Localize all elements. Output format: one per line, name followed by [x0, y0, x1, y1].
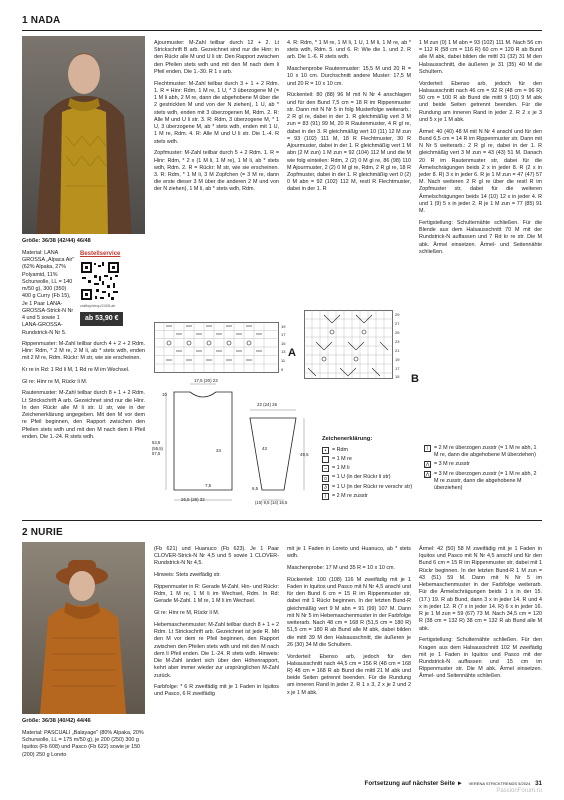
knitting-chart-b [304, 310, 409, 380]
garment-schematic [154, 378, 324, 512]
column-3-section-2 [287, 546, 411, 701]
column-1-section-1 [22, 238, 145, 446]
legend-k3tog-icon: ⋀ [425, 462, 430, 469]
page-number: 31 [535, 779, 542, 787]
legend-item: = 1 U (in der Rückr li str) [332, 474, 391, 481]
legend-left [322, 436, 422, 502]
text-1-glre: Gl re: Hinr re M, Rückr li M. [22, 378, 88, 385]
text-1-raute: Rautenmuster: M-Zahl teilbar durch 8 + 1 + 2 Rdm. Lt Strickschrift A arb. Gezeichnet sind nur die Hinr. In den Rückr alle M li str. U str, wie in der Zeichenerklärung angegeben. Mit den M vor dem re Pfeil beginnen, den Rapport zwischen den Pfeilen stets wdh und mit den M nach dem li Pfeil enden. Die 1.-24. R stets wdh. [22, 390, 145, 440]
column-1-section-2 [22, 718, 145, 763]
legend-knit-icon [322, 456, 329, 463]
chart-a-label: A [288, 347, 296, 359]
svg-text:13: 13 [281, 349, 286, 354]
legend-purl-icon: – [322, 465, 329, 472]
text-2-farbfolge: Farbfolge: * 6 R zweifädig mit je 1 Faden in Iquitos und Pasco, 6 R zweifädig [154, 684, 279, 698]
legend-ssk-icon: \ [424, 445, 431, 452]
text-3-maschenprobe-2: Maschenprobe: 17 M und 35 R = 10 x 10 cm. [287, 564, 396, 571]
schematic-label-bottom-h: 7,5 [205, 483, 212, 488]
text-2-hinweis: Hinweis: Stets zweifädig str. [154, 572, 221, 579]
column-4-section-2 [419, 546, 542, 685]
price-badge[interactable]: ab 53,90 € [80, 312, 123, 325]
material-text-1: Material: LANA GROSSA „Alpaca Air" (62% Alpaka, 27% Polyamid, 11% Schurwolle, LL = 140 m/50 g), 300 (350) 400 g Curry (Fb 15), Je 1 Paar LANA-GROSSA-Strick-N Nr 4 und 5 sowie 1 LANA-GROSSA-Rundstrick-N Nr 5. [22, 249, 75, 336]
svg-text:23: 23 [395, 339, 400, 344]
size-text-1: Größe: 36/38 (42/44) 46/48 [22, 238, 91, 244]
qr-caption: craftsy/shop/2405-air [80, 304, 116, 309]
legend-item: = 3 M re zusstr [434, 461, 470, 468]
section-title-1: 1 NADA [22, 15, 61, 26]
schematic-label-sleeve-top: 22 (24) 26 [257, 402, 278, 407]
material-text-2: Material: PASCUALI „Balayage" (80% Alpaka, 20% Schurwolle, LL = 175 m/50 g), je 200 (250) 300 g Iquitos (Fb 608) und Pasco (Fb 622) sowie je 150 (200) 250 g Loreto [22, 729, 144, 758]
schematic-label-sleeve-bottom-h: 6,5 [252, 486, 259, 491]
schematic-label-sleeve-h1: 49,5 [300, 452, 309, 457]
text-3-farbfolge-cont: mit je 1 Faden in Loreto und Huanuco, ab * stets wdh. [287, 546, 411, 560]
continue-text: Fortsetzung auf nächster Seite ► [364, 779, 463, 787]
text-2-material-cont: (Fb 621) und Huanuco (Fb 623). Je 1 Paar CLOVER-Strick-N Nr 4,5 und 5 sowie 1 CLOVER-Rundstrick-N Nr 4,5. [154, 546, 279, 567]
text-2-hebemaschen: Hebemaschenmuster: M-Zahl teilbar durch 8 + 1 + 2 Rdm. Lt Strickschrift arb. Gezeichnet ist jede R. Mit den M vor dem re Pfeil beginnen, den Rapport zwischen den Pfeilen stets wdh und mit den M nach dem li Pfeil enden. Die 1.-24. R stets wdh. Hinweis: Die M-Zahl ändert sich über den Höhenrapport, kehrt aber immer wieder zur ursprünglichen M-Zahl zurück. [154, 621, 279, 679]
text-2-zopf: Zopfmuster: M-Zahl teilbar durch 5 + 2 Rdm. 1. R = Hinr: Rdm, * 2 x (1 M li, 1 M re), 1 M li, ab * stets wdh, Rdm. 2. R = Rückr: M str, wie sie erscheinen. 3. R: Rdm, * 1 M li, 3 M Zopfchen (= 3 M re, dann die erste dieser 3 M über die anderen 2 M und von der N ziehen), 1 M li, ab * stets wdh, Rdm. [154, 150, 279, 193]
legend-item: = 3 M re überzogen zusstr (= 1 M re abh, 2 M re zusstr, dann die abgehobene M überziehen) [434, 470, 537, 492]
svg-text:21: 21 [395, 348, 400, 353]
svg-text:11: 11 [281, 358, 286, 363]
text-3-vorder-2: Vorderteil: Ebenso arb, jedoch für den Halsausschnitt nach 44,5 cm = 156 R (48 cm = 168 R) 48 cm = 168 R ab Bund die mittl 21 M abk und beide Seiten getrennt beenden. Für die Rundung am inneren Rand in jeder 2. R 1 x 3, 2 x je 2 und 2 x je 1 M abk. [287, 653, 411, 696]
section-title-2: 2 NURIE [22, 527, 63, 538]
legend-item: = 1 U (in der Rückr re verschr str) [332, 483, 413, 490]
legend-item: = Rdm [332, 446, 349, 453]
svg-text:19: 19 [395, 357, 400, 362]
text-3-maschenprobe: Maschenprobe Rautenmuster: 15,5 M und 20 R = 10 x 10 cm. Durchschnitt andere Muster: 17,5 M und 20 R = 10 x 10 cm. [287, 66, 411, 87]
svg-text:15: 15 [281, 341, 286, 346]
legend-sk2p-icon: ⋀ [425, 471, 430, 478]
bestellservice-link[interactable]: Bestellservice [80, 250, 121, 257]
model-photo-nada [22, 36, 145, 234]
svg-text:27: 27 [395, 321, 400, 326]
text-4-vorder: Vorderteil: Ebenso arb, jedoch für den Halsausschnitt nach 46 cm = 92 R (48 cm = 96 R) 50 cm = 100 R ab Bund die mittl 9 (10) 9 M abk und beide Seiten getrennt beenden. Für die Rundung am inneren Rand in jeder 2. R 2 x je 3 und 5 x je 1 M abk. [419, 80, 542, 123]
schematic-label-sleeve-bottom-w: (10) 9,5 (14) 16,5 [255, 500, 288, 505]
legend-item: = 2 M re zusstr [332, 492, 368, 499]
text-2-flecht: Flechtmuster: M-Zahl teilbar durch 3 + 1 + 2 Rdm. 1. R = Hinr: Rdm, 1 M re, 1 U, * 3 überzogene M (= 1 M li abh, 2 M re, dann die abgehobene M über die 2 gestrickten M und von der N ziehen), 1 U, ab * stets wdh, enden mit 3 überzogenen M, Rdm. 2. R: Alle M und U li str. 3. R: Rdm, 3 überzogene M, * 1 U, 3 überzogene M, ab * stets wdh, enden mit 1 U, 1 M re, Rdm. 4. R: Alle M und U li str. Die 1.-4. R stets wdh. [154, 80, 279, 145]
text-1-rippen: Rippenmuster: M-Zahl teilbar durch 4 + 2 + 2 Rdm. Hinr: Rdm, * 2 M re, 2 M li, ab * stets wdh, enden mit 2 M re, Rdm. Rückr: M str, wie sie erscheinen. [22, 340, 145, 362]
svg-text:9: 9 [281, 367, 284, 372]
legend-right [424, 445, 542, 494]
text-1-kr: Kr re in Rd: 1 Rd li M, 1 Rd re M im Wechsel. [22, 367, 130, 373]
legend-yo-twist-icon: ∂ [322, 484, 329, 491]
column-3-section-1 [287, 40, 411, 198]
svg-text:29: 29 [395, 312, 400, 317]
text-4-aermel: Ärmel: 40 (40) 48 M mit N Nr 4 anschl und für den Bund 6,5 cm = 14 R im Rippenmuster str. Dann mit N Nr 5 weiterarb.: 2 R gl re, dabei in der 1. R gleichmäßig vert 3 M zun = 43 (43) 51 M. Danach 20 R im Rautenmuster str, dabei für die Ärmelschrägungen beids 2 x in jeder 8. R (2 x in jeder 8. R) 3 x in jeder 6. R je 1 M zun = 47 (47) 57 M. Nach weiteren 2 R gl re über die restl R im Zopfmuster str, dabei für die weiteren Ärmelschrägungen beids 14 (10) 12 x in jeder 4. R und 1 (9) 5 x in jeder 2. R je 1 M zun = 77 (85) 91 M. [419, 128, 542, 215]
schematic-label-top: 17,5 (20) 23 [194, 378, 218, 383]
text-3-zopf-cont: 4. R: Rdm, * 1 M re, 1 M li, 1 U, 1 M li, 1 M re, ab * stets wdh, Rdm. 5. und 6. R: Wie die 1. und 2. R arb. Die 1.-6. R stets wdh. [287, 40, 411, 61]
svg-text:17: 17 [281, 332, 286, 337]
schematic-label-side-1: 10 [162, 392, 167, 397]
text-3-ruecken-2: Rückenteil: 100 (108) 116 M zweifädig mit je 1 Faden in Iquitos und Pasco mit N Nr 4,5 anschl und für den Bund 6 cm = 15 R im Rippenmuster str, dabei mit 1 Rückr beginnen. In der letzten Bund-R gleichmäßig vert 9 M abn = 91 (99) 107 M. Dann mit N Nr 5 im Hebemaschenmuster in der Farbfolge weiterarb. Nach 48 cm = 168 R (51,5 cm = 180 R) 51,5 cm = 180 R ab Bund alle M abk, dabei bilden die mittl 39 M den Halsausschnitt, die äußeren je 26 (30) 34 M die Schultern. [287, 576, 411, 648]
section-divider-top [22, 30, 542, 31]
size-text-2: Größe: 36/38 (40/42) 44/46 [22, 718, 91, 724]
svg-text:25: 25 [395, 330, 400, 335]
text-3-ruecken: Rückenteil: 80 (88) 96 M mit N Nr 4 anschlagen und für den Bund 7,5 cm = 18 R im Rippenmuster str. Dann mit N Nr 5 in folg Musterfolge weiterarb.: 2 R gl re, dabei in der 1. R gleichmäßig vert 3 M zun = 83 (91) 99 M, 20 R Rautenmuster, 4 R gl re, dabei in der 3. R gleichmäßig vert 10 (11) 12 M zun = 93 (102) 111 M, 18 R Flechtmuster, 30 R Ajourmuster, dabei in der 1. R gleichmäßig vert 1 M abn (2 M zun) 1 M zun = 92 (104) 112 M und die M wie folg einteilen: Rdm, 2 (2) 0 M gl re, 86 (98) 110 M Ajourmuster, 2 (2) 0 M gl re, Rdm, 2 R gl re, 18 R Zopfmuster, dabei in der 1. R gleichmäßig vert 0 (2) 0 M abn = 92 (102) 112 M, restl R Flechtmuster, dabei in der 1. R [287, 92, 411, 193]
text-2-rippen: Rippenmuster in R: Gerade M-Zahl. Hin- und Rückr: Rdm, 1 M re, 1 M li im Wechsel, Rdm. In Rd: Gerade M-Zahl. 1 M re, 1 M li im Wechsel. [154, 583, 279, 605]
schematic-label-side-2: 53,5 (55,5) 57,5 [152, 440, 163, 457]
schematic-label-bottom-w: 26,5 (28) 32 [181, 497, 205, 502]
section-divider-middle [22, 520, 542, 521]
legend-yo-icon: o [322, 475, 329, 482]
svg-text:17: 17 [395, 366, 400, 371]
legend-item: = 2 M re überzogen zusstr (= 1 M re abh, 1 M re, dann die abgehobene M überziehen) [434, 445, 537, 459]
column-2-section-1 [154, 40, 279, 198]
schematic-label-side-3: 34 [216, 448, 221, 453]
qr-code-icon[interactable] [80, 261, 120, 301]
text-2-glre: Gl re: Hinr re M, Rückr li M. [154, 610, 220, 617]
legend-item: = 1 M li [332, 465, 350, 472]
legend-rdm-icon: • [322, 447, 329, 454]
text-4-ruecken-cont: 1 M zun (0) 1 M abn = 93 (102) 111 M. Nach 56 cm = 112 R (58 cm = 116 R) 60 cm = 120 R ab Bund alle M abk, dabei bilden die mittl 31 (32) 31 M den Halsausschnitt, die äußeren je 31 (35) 40 M die Schultern. [419, 40, 542, 75]
knitting-chart-a [154, 322, 294, 374]
column-2-section-2 [154, 546, 279, 703]
text-4-aermel-2: Ärmel: 42 (50) 58 M zweifädig mit je 1 Faden in Iquitos und Pasco mit N Nr 4,5 anschl und für den Bund 6 cm = 15 R im Rippenmuster str, dabei mit 1 Rückr beginnen. In der letzten Bund-R 1 M zun = 43 (51) 59 M. Dann mit N Nr 5 im Hebemaschenmuster in der Farbfolge weiterarb. Für die Ärmelschrägungen beids 1 x in der 15. (17.) 19. R ab Bund, dann 3 x in jeder 14. R und 4 x in jeder 12. R (7 x in jeder 14. R) 6 x in jeder 16. R je 1 M zun = 59 (67) 73 M. Nach 34,5 cm = 120 R (38 cm = 132 R) 38 cm = 132 R ab Bund alle M abk. [419, 546, 542, 632]
model-photo-nurie [22, 542, 145, 714]
svg-text:19: 19 [281, 324, 286, 329]
text-4-fertig-2: Fertigstellung: Schulternähte schließen. Für den Kragen aus dem Halsausschnitt 102 M zweifädig mit je 1 Faden in Iquitos und Pasco mit der Rundstrick-N auffassen und 15 cm im Rippenmuster str. Die M abk. Ärmel einsetzen. Ärmel- und Seitennähte schließen. [419, 637, 542, 680]
text-2-ajour: Ajourmuster: M-Zahl teilbar durch 12 + 2. Lt Strickschrift B arb. Gezeichnet sind nur die Hinr; in den Rückr alle M und U li str. Den Rapport zwischen den Pfeilen stets wdh und mit den M nach dem li Pfeil enden. Die 1.-30. R 1 x arb. [154, 40, 279, 75]
svg-text:15: 15 [395, 374, 400, 379]
legend-k2tog-icon: / [322, 493, 329, 500]
footer-magazine: VERENA STRICKTRENDS 5/2024 [468, 780, 531, 786]
legend-item: = 1 M re [332, 456, 352, 462]
column-4-section-1 [419, 40, 542, 261]
text-4-fertig: Fertigstellung: Schulternähte schließen. Für die Blende aus dem Halsausschnitt 70 M mit der Rundstrick-N auffassen und 7 Rd kr re str. Die M abk. Ärmel einsetzen. Ärmel- und Seitennähte schließen. [419, 219, 542, 255]
legend-title: Zeichenerklärung: [322, 436, 373, 442]
chart-b-label: B [411, 373, 419, 385]
schematic-label-sleeve-h2: 43 [262, 446, 267, 451]
watermark-text: PassionForum.ru [496, 787, 542, 794]
